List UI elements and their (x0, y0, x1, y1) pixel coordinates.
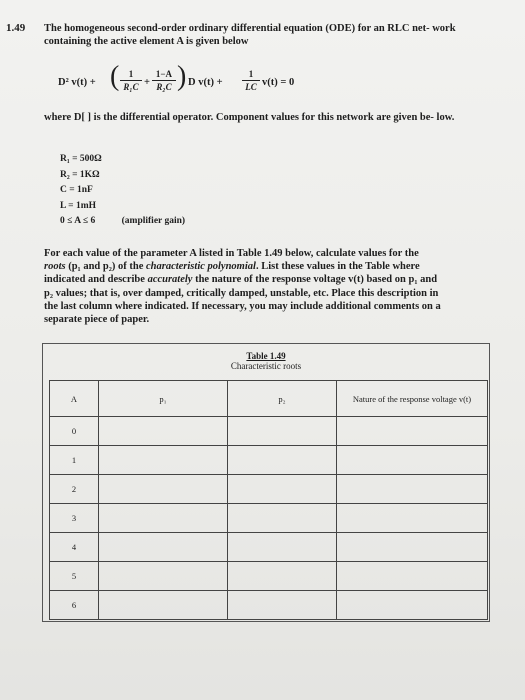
row-a-value: 0 (50, 417, 99, 446)
task-instructions (44, 247, 484, 326)
cell-p1[interactable] (99, 533, 228, 562)
value-a-row (60, 214, 185, 230)
task-line-3-end: the nature of the response voltage v(t) based on p₁ and (192, 274, 438, 286)
problem-intro: The homogeneous second-order ordinary differential equation (ODE) for an RLC net- work containing the active element A is given below (44, 23, 456, 47)
eq-right-paren: ) (177, 61, 187, 92)
task-line-3 (44, 273, 484, 286)
ode-equation (58, 61, 388, 105)
table-title: Table 1.49 (246, 351, 286, 361)
eq-fraction-3 (242, 69, 260, 92)
table-row (50, 446, 488, 475)
eq-frac1-numerator: 1 (128, 69, 134, 79)
table-row (50, 475, 488, 504)
cell-p2[interactable] (228, 591, 337, 620)
task-accurately-em: accurately (147, 274, 193, 286)
header-p1: p₁ (99, 381, 228, 417)
cell-p2[interactable] (228, 446, 337, 475)
task-line-2-end: . List these values in the Table where (255, 261, 420, 273)
table-row (50, 562, 488, 591)
row-a-value: 3 (50, 504, 99, 533)
eq-frac3-bar (242, 80, 260, 81)
cell-nature[interactable] (337, 446, 488, 475)
header-p2: p₂ (228, 381, 337, 417)
eq-fraction-2 (152, 69, 176, 92)
cell-nature[interactable] (337, 562, 488, 591)
cell-nature[interactable] (337, 591, 488, 620)
value-a-note: (amplifier gain) (121, 216, 186, 226)
cell-p1[interactable] (99, 446, 228, 475)
cell-p1[interactable] (99, 562, 228, 591)
row-a-value: 6 (50, 591, 99, 620)
cell-nature[interactable] (337, 417, 488, 446)
cell-p1[interactable] (99, 417, 228, 446)
value-l: L = 1mH (60, 200, 97, 211)
eq-frac3-numerator: 1 (248, 69, 254, 79)
table-caption (43, 351, 489, 371)
row-a-value: 4 (50, 533, 99, 562)
value-a: 0 ≤ A ≤ 6 (60, 216, 96, 226)
header-nature: Nature of the response voltage v(t) (337, 381, 488, 417)
table-row (50, 591, 488, 620)
task-line-4: p₂ values; that is, over damped, critically damped, unstable, etc. Place this description in (44, 287, 439, 299)
component-values (60, 152, 185, 230)
table-row (50, 417, 488, 446)
task-charpoly-em: characteristic polynomial (145, 261, 256, 273)
table-row (50, 533, 488, 562)
task-line-2 (44, 260, 484, 273)
roots-table (49, 380, 488, 620)
cell-p2[interactable] (228, 475, 337, 504)
where-text: where D[ ] is the differential operator. Component values for this network are given be- low. (44, 112, 455, 123)
eq-frac2-numerator: 1−A (155, 69, 173, 79)
eq-left-paren: ( (110, 61, 120, 92)
value-r2: R₂ = 1KΩ (60, 169, 100, 180)
cell-p1[interactable] (99, 504, 228, 533)
task-line-1: For each value of the parameter A listed in Table 1.49 below, calculate values for the (44, 248, 419, 259)
row-a-value: 1 (50, 446, 99, 475)
header-a: A (50, 381, 99, 417)
eq-fraction-1 (120, 69, 142, 92)
eq-middle: D v(t) + (188, 77, 223, 88)
task-roots-em: roots (44, 261, 66, 273)
eq-frac1-denominator: R₁C (123, 82, 139, 92)
cell-nature[interactable] (337, 475, 488, 504)
task-line-2-rest: (p₁ and p₂) of the (65, 261, 146, 273)
table-subtitle: Characteristic roots (230, 361, 302, 371)
eq-plus: + (144, 77, 150, 88)
eq-end: v(t) = 0 (262, 77, 295, 88)
row-a-value: 2 (50, 475, 99, 504)
cell-p2[interactable] (228, 417, 337, 446)
task-line-6: separate piece of paper. (44, 314, 150, 326)
eq-frac2-bar (152, 80, 176, 81)
task-line-5: the last column where indicated. If necessary, you may include additional comments on a (44, 300, 441, 312)
task-line-3-start: indicated and describe (44, 274, 148, 286)
problem-number: 1.49 (6, 22, 26, 34)
value-r1: R₁ = 500Ω (60, 154, 102, 164)
roots-table-frame (42, 343, 490, 622)
cell-p2[interactable] (228, 562, 337, 591)
eq-frac3-denominator: LC (245, 82, 257, 92)
eq-lhs: D² v(t) + (58, 77, 96, 88)
eq-frac1-bar (120, 80, 142, 81)
table-header-row (50, 381, 488, 417)
eq-frac2-denominator: R₂C (156, 82, 172, 92)
cell-p2[interactable] (228, 504, 337, 533)
cell-p1[interactable] (99, 475, 228, 504)
value-c: C = 1nF (60, 185, 93, 195)
cell-nature[interactable] (337, 533, 488, 562)
row-a-value: 5 (50, 562, 99, 591)
table-row (50, 504, 488, 533)
cell-p2[interactable] (228, 533, 337, 562)
cell-nature[interactable] (337, 504, 488, 533)
cell-p1[interactable] (99, 591, 228, 620)
